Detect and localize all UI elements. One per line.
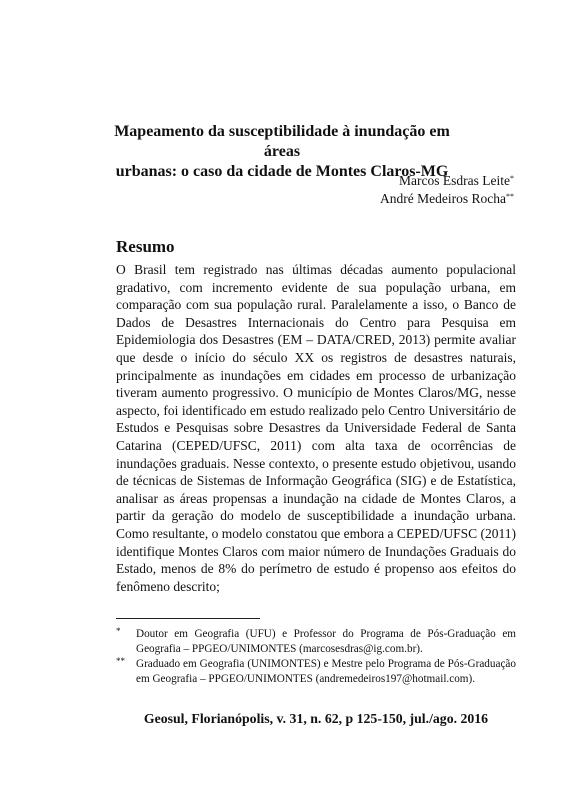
- title-line-1: Mapeamento da susceptibilidade à inundação em áreas: [114, 123, 450, 160]
- author-name: André Medeiros Rocha: [380, 191, 506, 206]
- author-footnote-mark: *: [510, 174, 514, 183]
- author-2: [260, 190, 514, 208]
- author-footnote-mark: **: [506, 192, 514, 201]
- author-1: [260, 172, 514, 190]
- abstract-text: O Brasil tem registrado nas últimas décadas aumento populacional gradativo, com incremento evidente de sua população urbana, em comparação com sua população rural. Paralelamente a isso, o Banco de Dados de Desastres Internacionais do Centro para Pesquisa em Epidemiologia dos Desastres (EM – DATA/CRED, 2013) permite avaliar que desde o início do século XX os registros de desastres naturais, principalmente as inundações em cidades em processo de urbanização tiveram aumento progressivo. O município de Montes Claros/MG, nesse aspecto, foi identificado em estudo realizado pelo Centro Universitário de Estudos e Pesquisas sobre Desastres da Universidade Federal de Santa Catarina (CEPED/UFSC, 2011) com alta taxa de ocorrências de inundações graduais. Nesse contexto, o presente estudo objetivou, usando de técnicas de Sistemas de Informação Geográfica (SIG) e de Estatística, analisar as áreas propensas a inundação na cidade de Montes Claros, a partir da geração do modelo de susceptibilidade a inundação urbana. Como resultante, o modelo constatou que embora a CEPED/UFSC (2011) identifique Montes Claros com maior número de Inundações Graduais do Estado, menos de 8% do perímetro de estudo é propenso aos efeitos do fenômeno descrito;: [116, 262, 516, 594]
- author-name: Marcos Esdras Leite: [399, 173, 510, 188]
- footnote-text: Doutor em Geografia (UFU) e Professor do Programa de Pós-Graduação em Geografia – PPGEO/UNIMONTES (marcosesdras@ig.com.br).: [136, 628, 516, 655]
- footnote-mark: *: [116, 626, 121, 636]
- journal-citation: Geosul, Florianópolis, v. 31, n. 62, p 125-150, jul./ago. 2016: [143, 711, 489, 726]
- author-list: [260, 172, 514, 208]
- footnote-2: [116, 657, 516, 686]
- footnote-divider: [116, 618, 260, 619]
- footnote-mark: **: [116, 656, 125, 666]
- footnote-text: Graduado em Geografia (UNIMONTES) e Mestre pelo Programa de Pós-Graduação em Geografia – PPGEO/UNIMONTES (andremedeiros197@hotmail.com).: [136, 658, 516, 685]
- title-line-2: urbanas: o caso da cidade de Montes Claros-MG: [115, 163, 449, 180]
- footnote-1: [116, 627, 516, 656]
- section-heading-resumo: Resumo: [116, 237, 175, 256]
